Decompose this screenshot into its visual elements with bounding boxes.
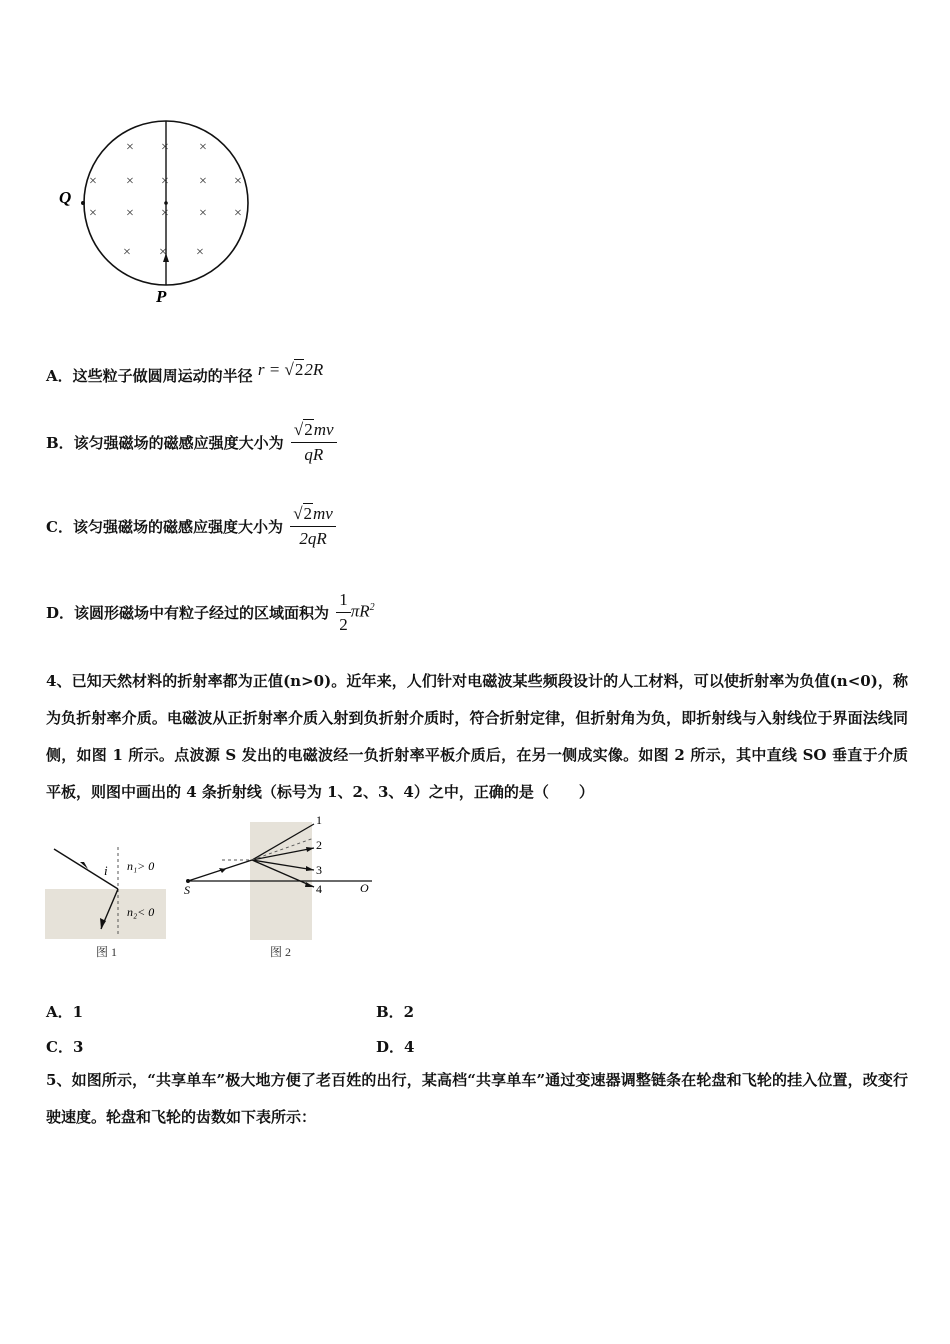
n2-label: n₂< 0 (127, 905, 155, 919)
cross-mark: × (126, 140, 134, 155)
figure-1 (44, 842, 174, 967)
formula-lhs: r = (257, 359, 281, 379)
cross-mark: × (89, 174, 97, 189)
formula-exponent: 2 (369, 601, 375, 613)
choice-d[interactable]: D．4 (376, 1038, 415, 1056)
option-d-formula (334, 590, 374, 635)
center-point (164, 201, 168, 205)
label-p: P (156, 287, 167, 306)
point-o-label: O (360, 881, 369, 895)
choice-c[interactable]: C．3 (46, 1038, 84, 1056)
option-a (46, 359, 324, 386)
fraction (291, 420, 337, 465)
option-b-formula (289, 420, 337, 465)
numerator-rest: mv (313, 504, 333, 523)
incident-ray (54, 849, 118, 889)
figure-1-caption: 图 1 (96, 945, 118, 959)
cross-mark: × (196, 245, 204, 260)
figure-2-caption: 图 2 (270, 945, 292, 959)
fraction (290, 504, 336, 549)
point-q (81, 201, 85, 205)
option-a-formula (258, 360, 323, 380)
label-q: Q (59, 188, 72, 207)
sqrt: √2 (284, 359, 304, 379)
fraction-numerator: 1 (336, 590, 351, 613)
cross-mark: × (126, 174, 134, 189)
option-d (46, 590, 375, 635)
cross-mark: × (199, 206, 207, 221)
sqrt-arg: 2 (294, 359, 304, 379)
fraction-numerator: √2mv (291, 420, 337, 443)
incident-ray (188, 860, 252, 881)
formula-rest: πR (350, 601, 370, 621)
n1-label: n₁> 0 (127, 859, 155, 873)
formula-rhs: 2R (304, 359, 324, 379)
figure-2 (182, 812, 382, 967)
cross-mark: × (199, 174, 207, 189)
choice-a[interactable]: A．1 (46, 1003, 84, 1021)
option-c (46, 504, 336, 549)
fraction-denominator: 2qR (299, 529, 327, 548)
angle-i-label: i (104, 863, 108, 878)
option-b (46, 420, 337, 465)
cross-mark: × (199, 140, 207, 155)
option-c-text: C．该匀强磁场的磁感应强度大小为 (46, 518, 283, 536)
cross-mark: × (126, 206, 134, 221)
cross-mark: × (89, 206, 97, 221)
ray-1-label: 1 (316, 813, 322, 827)
cross-mark: × (161, 140, 169, 155)
fraction-denominator: qR (304, 445, 324, 464)
option-c-formula (288, 504, 336, 549)
cross-mark: × (161, 174, 169, 189)
source-s-label: S (184, 883, 190, 897)
cross-mark: × (159, 245, 167, 260)
cross-mark: × (161, 206, 169, 221)
question-4-text: 4、已知天然材料的折射率都为正值(n>0)。近年来，人们针对电磁波某些频段设计的人工材料，可以使折射率为负值(n<0)，称为负折射率介质。电磁波从正折射率介质入射到负折射介质时，符合折射定律，但折射角为负，即折射线与入射线位于界面法线同侧，如图 1 所示。点波源 S 发出的电磁波经一负折射率平板介质后，在另一侧成实像。如图 2 所示，其中直线 SO 垂直于介质平板，则图中画出的 4 条折射线（标号为 1、2、3、4）之中，正确的是（ ） (46, 672, 908, 801)
ray-3-label: 3 (316, 863, 322, 877)
question-5-text: 5、如图所示，“共享单车”极大地方便了老百姓的出行，某高档“共享单车”通过变速器调整链条在轮盘和飞轮的挂入位置，改变行驶速度。轮盘和飞轮的齿数如下表所示： (46, 1071, 908, 1126)
choice-b[interactable]: B．2 (376, 1003, 415, 1021)
option-b-text: B．该匀强磁场的磁感应强度大小为 (46, 434, 284, 452)
sqrt-arg: 2 (304, 420, 313, 439)
option-a-text: A．这些粒子做圆周运动的半径 (46, 367, 253, 385)
option-d-text: D．该圆形磁场中有粒子经过的区域面积为 (46, 604, 330, 622)
cross-mark: × (123, 245, 131, 260)
fraction-numerator: √2mv (290, 504, 336, 527)
ray-2-label: 2 (316, 838, 322, 852)
cross-mark: × (234, 174, 242, 189)
magnetic-field-figure (50, 110, 260, 310)
sqrt-arg: 2 (303, 504, 313, 523)
numerator-rest: mv (313, 420, 334, 439)
fraction-denominator: 2 (339, 615, 348, 634)
cross-mark: × (234, 206, 242, 221)
ray-4-label: 4 (316, 882, 322, 896)
fraction (336, 590, 351, 635)
